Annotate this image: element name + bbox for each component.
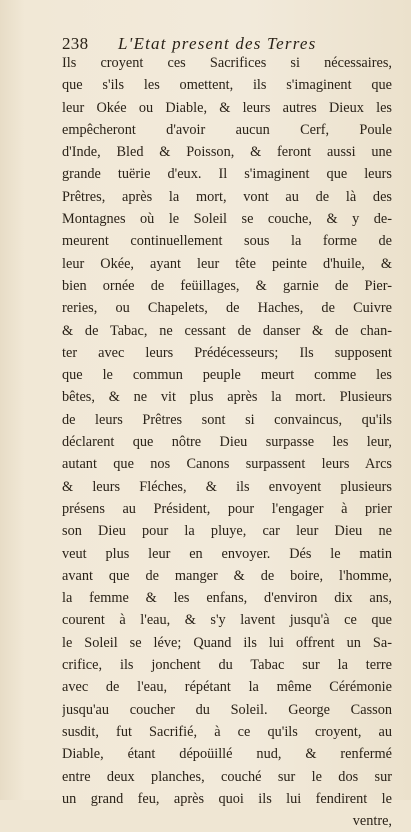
text-line: ter avec leurs Prédécesseurs; Ils supposent	[62, 344, 392, 361]
text-line: le Soleil se léve; Quand ils lui offrent un Sa-	[62, 634, 392, 651]
text-line: grande tuërie d'eux. Il s'imaginent que leurs	[62, 166, 392, 183]
text-line: bêtes, & ne vit plus après la mort. Plusieurs	[62, 389, 392, 406]
body-text	[62, 52, 392, 832]
running-title: L'Etat present des Terres	[118, 34, 317, 53]
text-line: leur Okée, ayant leur tête peinte d'huile, &	[62, 255, 392, 272]
text-line: empêcheront d'avoir aucun Cerf, Poule	[62, 121, 392, 138]
catchword: ventre,	[352, 813, 392, 830]
text-line: déclarent que nôtre Dieu surpasse les leur,	[62, 434, 392, 451]
text-line: Prêtres, après la mort, vont au de là des	[62, 188, 392, 205]
text-line: reries, ou Chapelets, de Haches, de Cuivre	[62, 300, 392, 317]
text-line: autant que nos Canons surpassent leurs Arcs	[62, 456, 392, 473]
text-line: présens au Président, pour l'engager à prier	[62, 500, 392, 517]
text-line: Diable, étant dépoüillé nud, & renfermé	[62, 746, 392, 763]
text-line: jusqu'au coucher du Soleil. George Casson	[62, 701, 392, 718]
text-line: & leurs Fléches, & ils envoyent plusieurs	[62, 478, 392, 495]
text-line: Ils croyent ces Sacrifices si nécessaires,	[62, 55, 392, 71]
text-line: avant que de manger & de boire, l'homme,	[62, 567, 392, 584]
text-line: meurent continuellement sous la forme de	[62, 233, 392, 250]
page-number: 238	[62, 34, 89, 53]
text-line: leur Okée ou Diable, & leurs autres Dieux les	[62, 99, 392, 116]
text-line: son Dieu pour la pluye, car leur Dieu ne	[62, 523, 392, 540]
text-line: Montagnes où le Soleil se couche, & y de-	[62, 211, 392, 228]
text-line: de leurs Prêtres sont si convaincus, qu'ils	[62, 411, 392, 428]
text-line: susdit, fut Sacrifié, à ce qu'ils croyent, au	[62, 723, 392, 740]
text-line: veut plus leur en envoyer. Dés le matin	[62, 545, 392, 562]
text-line: avec de l'eau, répétant la même Cérémonie	[62, 679, 392, 696]
text-line: que s'ils les omettent, ils s'imaginent que	[62, 77, 392, 94]
text-line: d'Inde, Bled & Poisson, & feront aussi une	[62, 144, 392, 161]
text-line: entre deux planches, couché sur le dos sur	[62, 768, 392, 785]
text-line: courent à l'eau, & s'y lavent jusqu'à ce que	[62, 612, 392, 629]
text-line: que le commun peuple meurt comme les	[62, 367, 392, 384]
text-line: & de Tabac, ne cessant de danser & de chan-	[62, 322, 392, 339]
text-line: la femme & les enfans, d'environ dix ans,	[62, 590, 392, 607]
text-line: crifice, ils jonchent du Tabac sur la terre	[62, 657, 392, 674]
text-line: un grand feu, après quoi ils lui fendirent le	[62, 790, 392, 807]
text-line: bien ornée de feüillages, & garnie de Pier-	[62, 277, 392, 294]
